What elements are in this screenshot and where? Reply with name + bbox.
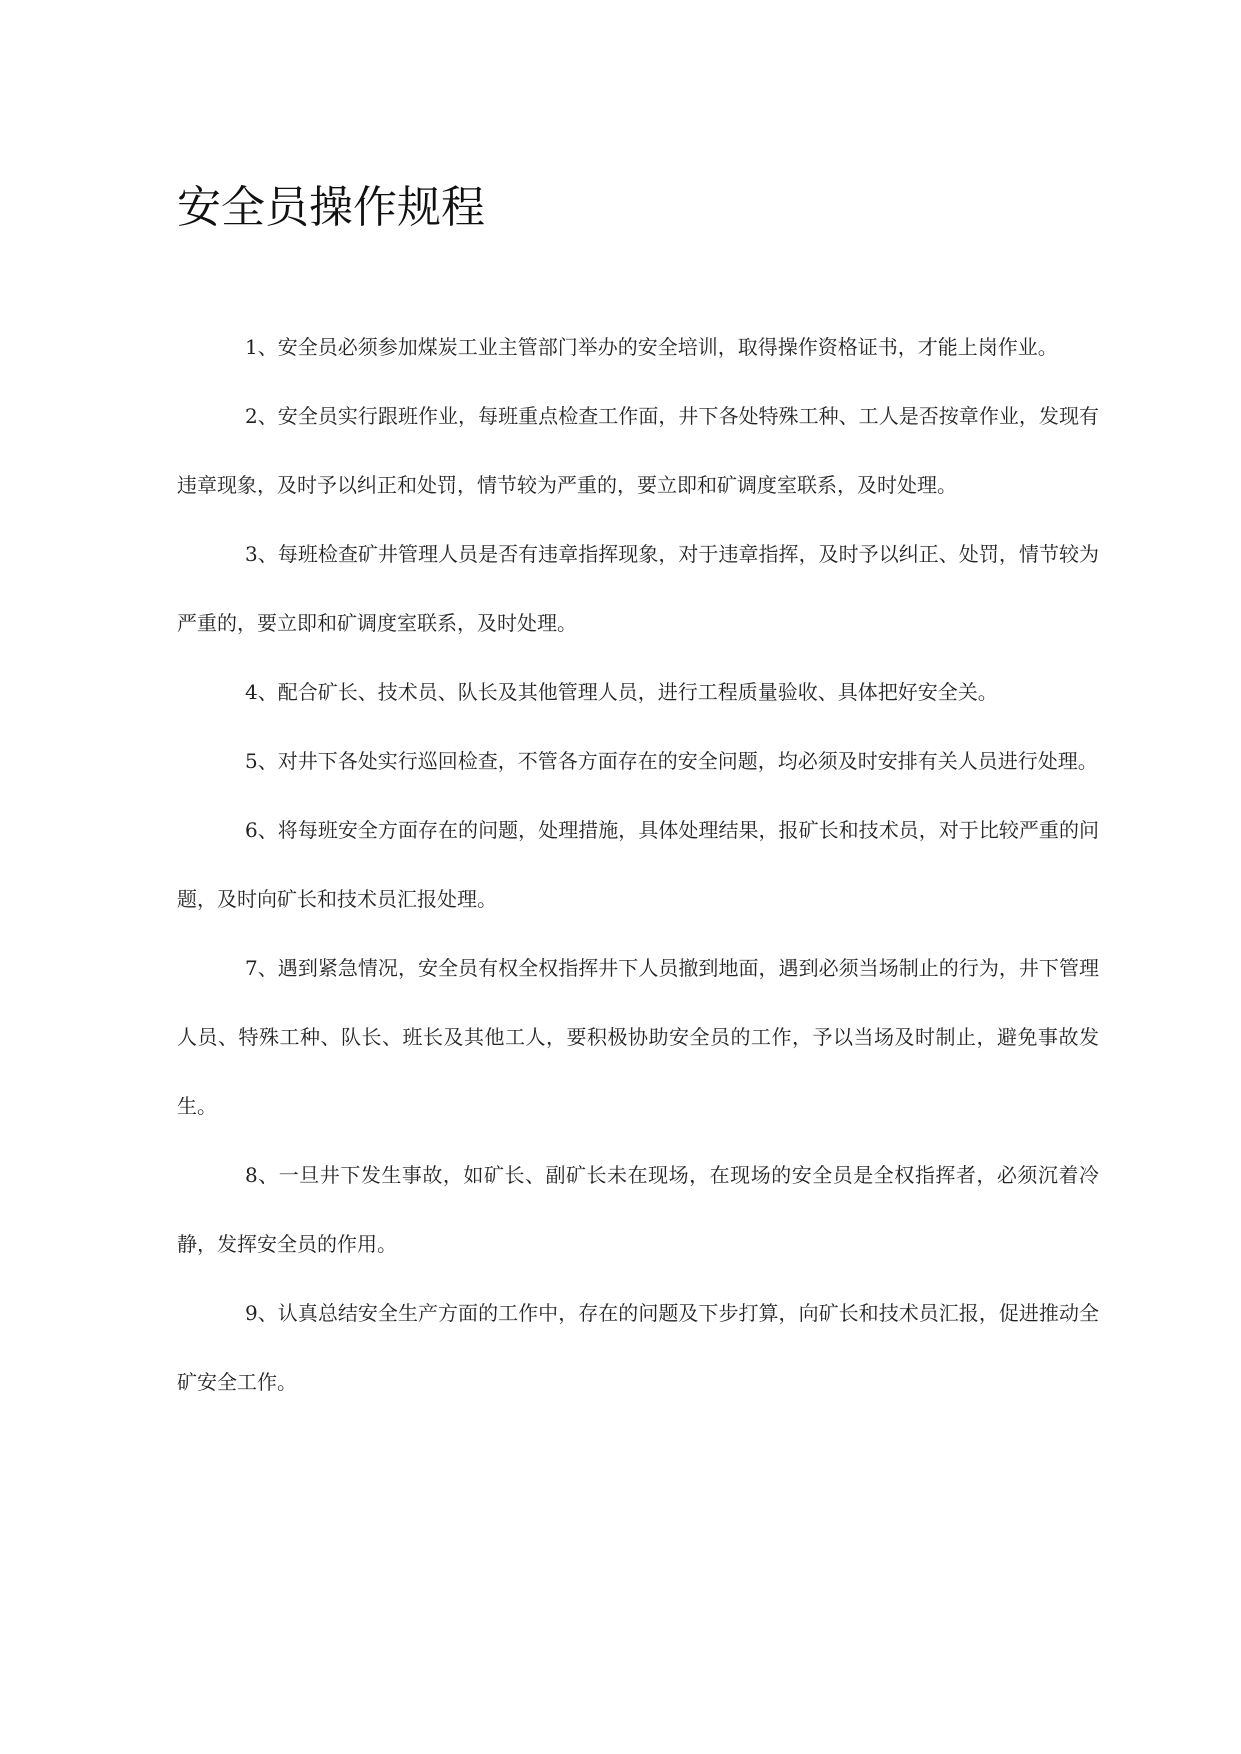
document-body bbox=[177, 313, 1099, 1417]
paragraph-6: 6、将每班安全方面存在的问题，处理措施，具体处理结果，报矿长和技术员，对于比较严重的问题，及时向矿长和技术员汇报处理。 bbox=[177, 818, 1099, 911]
paragraph-5: 5、对井下各处实行巡回检查，不管各方面存在的安全问题，均必须及时安排有关人员进行处理。 bbox=[245, 749, 1098, 773]
paragraph-8: 8、一旦井下发生事故，如矿长、副矿长未在现场，在现场的安全员是全权指挥者，必须沉着冷静，发挥安全员的作用。 bbox=[177, 1163, 1099, 1256]
paragraph-4: 4、配合矿长、技术员、队长及其他管理人员，进行工程质量验收、具体把好安全关。 bbox=[245, 680, 998, 704]
paragraph-9: 9、认真总结安全生产方面的工作中，存在的问题及下步打算，向矿长和技术员汇报，促进推动全矿安全工作。 bbox=[177, 1301, 1099, 1394]
paragraph-1: 1、安全员必须参加煤炭工业主管部门举办的安全培训，取得操作资格证书，才能上岗作业。 bbox=[245, 335, 1058, 359]
paragraph-7: 7、遇到紧急情况，安全员有权全权指挥井下人员撤到地面，遇到必须当场制止的行为，井下管理人员、特殊工种、队长、班长及其他工人，要积极协助安全员的工作，予以当场及时制止，避免事故发生。 bbox=[177, 956, 1099, 1118]
paragraph-3: 3、每班检查矿井管理人员是否有违章指挥现象，对于违章指挥，及时予以纠正、处罚，情节较为严重的，要立即和矿调度室联系，及时处理。 bbox=[177, 542, 1099, 635]
document-title: 安全员操作规程 bbox=[177, 182, 485, 233]
paragraph-2: 2、安全员实行跟班作业，每班重点检查工作面，井下各处特殊工种、工人是否按章作业，发现有违章现象，及时予以纠正和处罚，情节较为严重的，要立即和矿调度室联系，及时处理。 bbox=[177, 404, 1099, 497]
